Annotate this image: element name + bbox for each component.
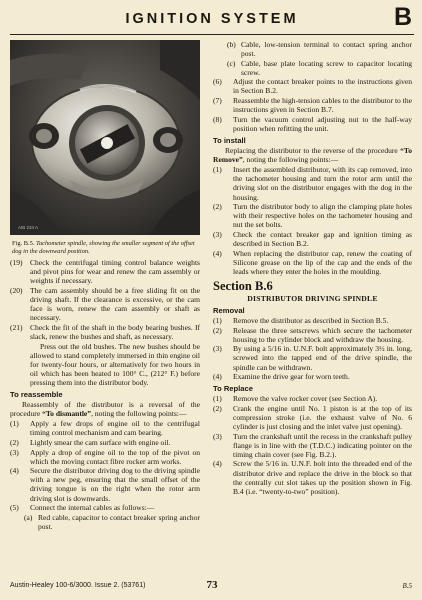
- item-text: Screw the 5/16 in. U.N.F. bolt into the threaded end of the distributor drive and replace the drive in the block so that the centrally cut slot takes up the position shown in Fig. B.4 (i.e. “twenty-to-two” position).: [233, 459, 412, 496]
- item-text: The cam assembly should be a free sliding fit on the driving shaft. If the clearance is excessive, or the cam face is worn, renew the cam assembly or shaft as necessary.: [30, 285, 200, 323]
- item-text: Check the contact breaker gap and ignition timing as described in Section B.2.: [233, 229, 412, 248]
- page-footer: [10, 579, 414, 593]
- right-column: [213, 40, 412, 496]
- item-text: When replacing the distributor cap, renew the coating of Silicone grease on the lip of the cap and the ends of the leads where they enter the holes in the moulding.: [233, 248, 412, 276]
- item-number: (6): [213, 77, 222, 87]
- page-title: IGNITION SYSTEM: [125, 11, 299, 27]
- list-item: [213, 344, 412, 371]
- item-letter: (c): [227, 58, 236, 68]
- item-text: Cable, low-tension terminal to contact spring anchor post.: [241, 40, 412, 59]
- item-text: Adjust the contact breaker points to the instructions given in Section B.2.: [233, 77, 412, 96]
- item-text: Secure the distributor driving dog to the driving spindle with a new peg, ensuring that the small offset of the driving tongue is on the right when the rotor arm driving slot is downwards.: [30, 466, 200, 503]
- subheading-install: To install: [213, 135, 246, 145]
- item-number: (3): [213, 344, 222, 354]
- list-item: [10, 323, 200, 341]
- item-number: (1): [213, 165, 222, 175]
- item-number: (1): [213, 316, 222, 326]
- continuation-paragraph: Press out the old bushes. The new bushes should be allowed to stand completely immersed in thin engine oil for twenty-four hours, or alternatively for two hours in oil which has been heated to 100° C., (212° F.) before pressing them into the distributor body.: [30, 341, 200, 387]
- item-text: Crank the engine until No. 1 piston is at the top of its compression stroke (i.e. the exhaust valve of No. 6 cylinder is just closing and the inlet valve just opening).: [233, 403, 412, 432]
- sub-list-item: [213, 59, 412, 77]
- list-item: [213, 77, 412, 95]
- section-subtitle: DISTRIBUTOR DRIVING SPINDLE: [247, 293, 378, 303]
- list-item: [10, 438, 200, 447]
- sub-list-item: [10, 513, 200, 531]
- item-text: Apply a drop of engine oil to the top of the pivot on which the moving contact fibre rocker arm works.: [30, 447, 200, 466]
- item-number: (4): [213, 459, 222, 469]
- figure-caption: [12, 240, 198, 255]
- item-text: Check the fit of the shaft in the body bearing bushes. If slack, renew the bushes and shaft, as necessary.: [30, 322, 200, 341]
- list-item: [213, 459, 412, 495]
- list-item: [213, 372, 412, 381]
- item-text: Turn the vacuum control adjusting nut to the half-way position when refitting the unit.: [233, 114, 412, 133]
- item-letter: (a): [24, 512, 33, 522]
- intro-paragraph: [10, 400, 200, 418]
- header-rule: [10, 34, 414, 35]
- item-text: Red cable, capacitor to contact breaker spring anchor post.: [38, 512, 200, 531]
- list-item: [213, 96, 412, 114]
- subheading-reassemble: To reassemble: [10, 390, 63, 399]
- list-item: [213, 230, 412, 248]
- item-text: Connect the internal cables as follows:—: [30, 503, 155, 513]
- item-number: (3): [213, 431, 222, 441]
- intro-text: , noting the following points:—: [91, 409, 187, 419]
- subheading-removal: Removal: [213, 305, 245, 315]
- list-item: [10, 503, 200, 512]
- figure-caption-text: Tachometer spindle, showing the smaller segment of the offset dog in the downward position.: [12, 240, 195, 255]
- list-item: [213, 115, 412, 133]
- list-item: [10, 419, 200, 437]
- item-number: (5): [10, 503, 19, 513]
- list-item: [213, 404, 412, 431]
- item-number: (2): [10, 437, 19, 447]
- item-number: (8): [213, 114, 222, 124]
- item-text: Turn the crankshaft until the recess in the crankshaft pulley flange is in line with the (T.D.C.) indicating pointer on the timing chain cover (see Fig. B.2.).: [233, 431, 412, 459]
- item-number: (4): [10, 466, 19, 476]
- list-item: [213, 249, 412, 276]
- intro-text: Replacing the distributor to the reverse of the procedure: [225, 146, 401, 156]
- intro-bold-text: “To Remove”: [213, 146, 412, 165]
- item-text: Reassemble the high-tension cables to the distributor to the instructions given in Section B.7.: [233, 96, 412, 115]
- item-text: Insert the assembled distributor, with its cap removed, into the tachometer housing and turn the rotor arm until the driving slot on the distributor engages with the dog in the housing.: [233, 165, 412, 202]
- item-text: Remove the valve rocker cover (see Section A).: [233, 394, 378, 404]
- intro-bold-text: “To dismantle”: [42, 409, 92, 419]
- item-letter: (b): [227, 40, 236, 49]
- figure-photo: [10, 40, 200, 235]
- list-item: [10, 448, 200, 466]
- section-title: Section B.6: [213, 278, 273, 293]
- item-number: (1): [213, 394, 222, 404]
- list-item: [213, 394, 412, 403]
- list-item: [10, 466, 200, 502]
- item-number: (21): [10, 322, 23, 332]
- section-letter: B: [393, 3, 412, 31]
- item-text: Turn the distributor body to align the clamping plate holes with their respective holes on the tachometer housing and nut the set bolts.: [233, 202, 412, 230]
- item-number: (19): [10, 258, 23, 268]
- intro-paragraph: [213, 146, 412, 164]
- item-number: (2): [213, 325, 222, 335]
- item-number: (2): [213, 202, 222, 212]
- left-column: [10, 40, 200, 531]
- item-text: Check the centrifugal timing control balance weights and pivot pins for wear and renew the cam assembly or weights if necessary.: [30, 258, 200, 286]
- item-number: (4): [213, 248, 222, 258]
- figure-tag: AIB 234 A: [18, 224, 39, 230]
- item-text: Lightly smear the cam surface with engine oil.: [30, 437, 171, 447]
- list-item: [213, 432, 412, 459]
- list-item: [213, 316, 412, 325]
- item-number: (20): [10, 285, 23, 295]
- list-item: [213, 165, 412, 201]
- item-number: (2): [213, 403, 222, 413]
- list-item: [10, 258, 200, 285]
- page-number: 73: [206, 579, 218, 591]
- item-number: (1): [10, 419, 19, 429]
- list-item: [213, 326, 412, 344]
- tachometer-spindle-photo: [10, 40, 200, 235]
- footer-publication: Austin-Healey 100-6/3000. Issue 2. (53761): [10, 582, 146, 589]
- sub-list-item: [213, 40, 412, 58]
- item-number: (3): [10, 447, 19, 457]
- list-item: [10, 286, 200, 322]
- item-number: (4): [213, 372, 222, 382]
- item-text: Remove the distributor as described in Section B.5.: [233, 316, 389, 326]
- item-text: By using a 5/16 in. U.N.F. bolt approximately 3½ in. long, screwed into the tapped end of the drive spindle, the spindle can be withdrawn.: [233, 344, 412, 372]
- item-number: (7): [213, 96, 222, 106]
- intro-text: Reassembly of the distributor is a reversal of the procedure: [10, 400, 200, 419]
- item-text: Cable, base plate locating screw to capacitor locating screw.: [241, 58, 412, 77]
- item-text: Apply a few drops of engine oil to the centrifugal timing control mechanism and cam bearing.: [30, 419, 200, 438]
- item-text: Release the three setscrews which secure the tachometer housing to the cylinder block and withdraw the housing.: [233, 325, 412, 344]
- item-number: (3): [213, 229, 222, 239]
- figure-caption-label: Fig. B.5.: [12, 240, 35, 247]
- subheading-replace: To Replace: [213, 384, 253, 394]
- page-header: [10, 3, 414, 32]
- list-item: [213, 202, 412, 229]
- footer-section-ref: B.5: [402, 582, 412, 590]
- intro-text: , noting the following points:—: [242, 155, 339, 165]
- item-text: Examine the drive gear for worn teeth.: [233, 372, 350, 382]
